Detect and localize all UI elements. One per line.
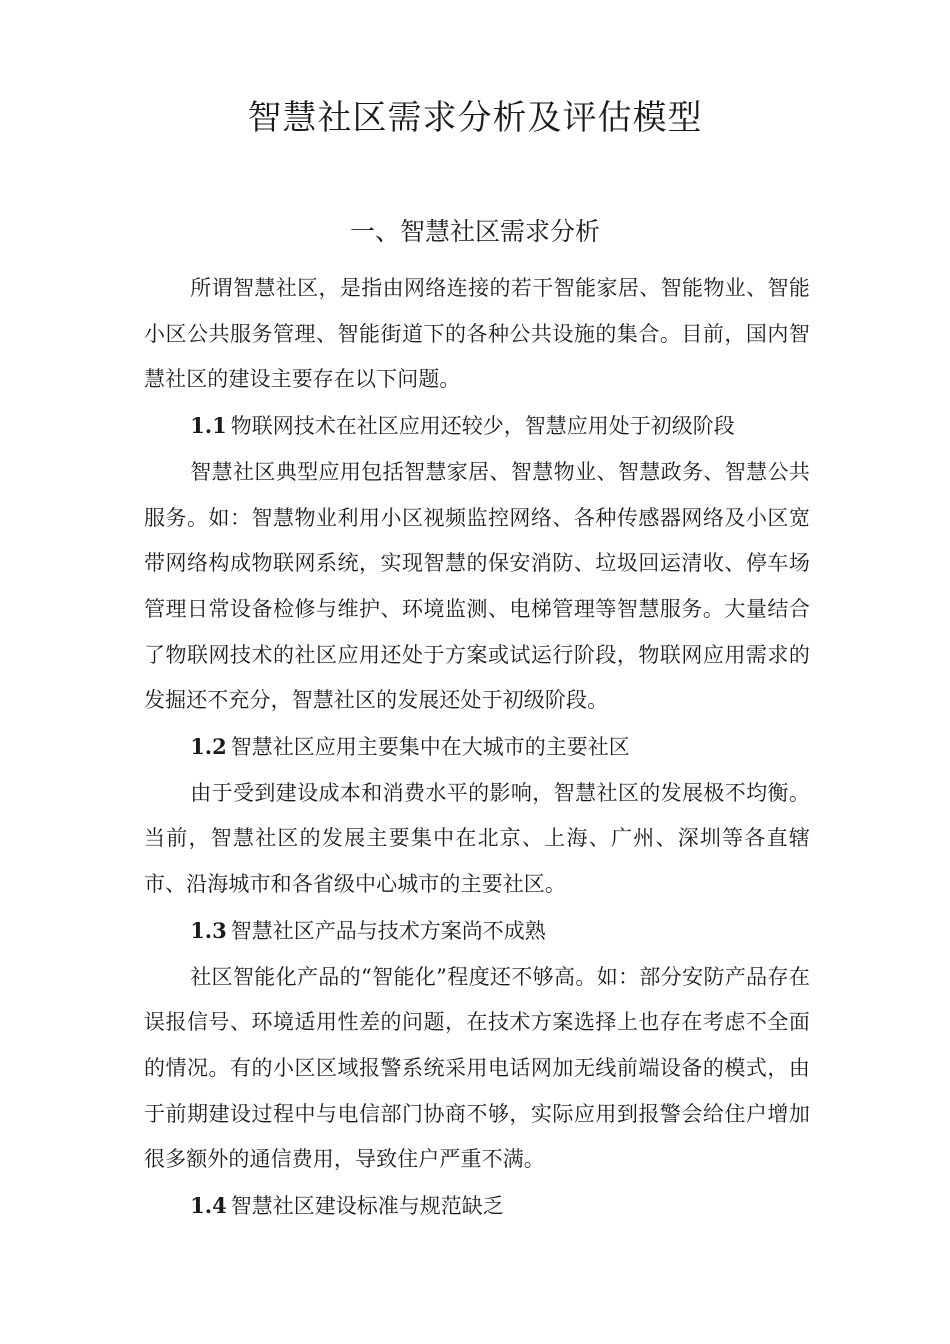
- section-title: 一、智慧社区需求分析: [349, 217, 600, 246]
- subsection-heading-1-1: [144, 403, 810, 450]
- document-title: 智慧社区需求分析及评估模型: [247, 98, 703, 138]
- subsection-heading-text: 智慧社区产品与技术方案尚不成熟: [230, 918, 546, 943]
- subsection-heading-1-3: [144, 908, 810, 955]
- document-body: [144, 266, 810, 1230]
- subsection-heading-text: 智慧社区建设标准与规范缺乏: [230, 1194, 504, 1219]
- subsection-paragraph-1-1: 智慧社区典型应用包括智慧家居、智慧物业、智慧政务、智慧公共服务。如：智慧物业利用小区视频监控网络、各种传感器网络及小区宽带网络构成物联网系统，实现智慧的保安消防、垃圾回运清收、停车场管理日常设备检修与维护、环境监测、电梯管理等智慧服务。大量结合了物联网技术的社区应用还处于方案或试运行阶段，物联网应用需求的发掘还不充分，智慧社区的发展还处于初级阶段。: [144, 459, 810, 713]
- subsection-heading-text: 智慧社区应用主要集中在大城市的主要社区: [230, 735, 630, 760]
- subsection-number: 1.4: [190, 1193, 227, 1219]
- subsection-paragraph-1-2: 由于受到建设成本和消费水平的影响，智慧社区的发展极不均衡。当前，智慧社区的发展主要集中在北京、上海、广州、深圳等各直辖市、沿海城市和各省级中心城市的主要社区。: [144, 780, 810, 897]
- intro-paragraph: 所谓智慧社区，是指由网络连接的若干智能家居、智能物业、智能小区公共服务管理、智能街道下的各种公共设施的集合。目前，国内智慧社区的建设主要存在以下问题。: [144, 276, 810, 392]
- subsection-paragraph-1-3: 社区智能化产品的“智能化”程度还不够高。如：部分安防产品存在误报信号、环境适用性差的问题，在技术方案选择上也存在考虑不全面的情况。有的小区区域报警系统采用电话网加无线前端设备的模式，由于前期建设过程中与电信部门协商不够，实际应用到报警会给住户增加很多额外的通信费用，导致住户严重不满。: [144, 964, 810, 1172]
- subsection-heading-text: 物联网技术在社区应用还较少，智慧应用处于初级阶段: [230, 414, 735, 439]
- subsection-number: 1.3: [190, 917, 227, 943]
- subsection-heading-1-4: [144, 1183, 810, 1230]
- subsection-number: 1.2: [190, 734, 227, 760]
- subsection-heading-1-2: [144, 724, 810, 771]
- subsection-number: 1.1: [190, 413, 227, 439]
